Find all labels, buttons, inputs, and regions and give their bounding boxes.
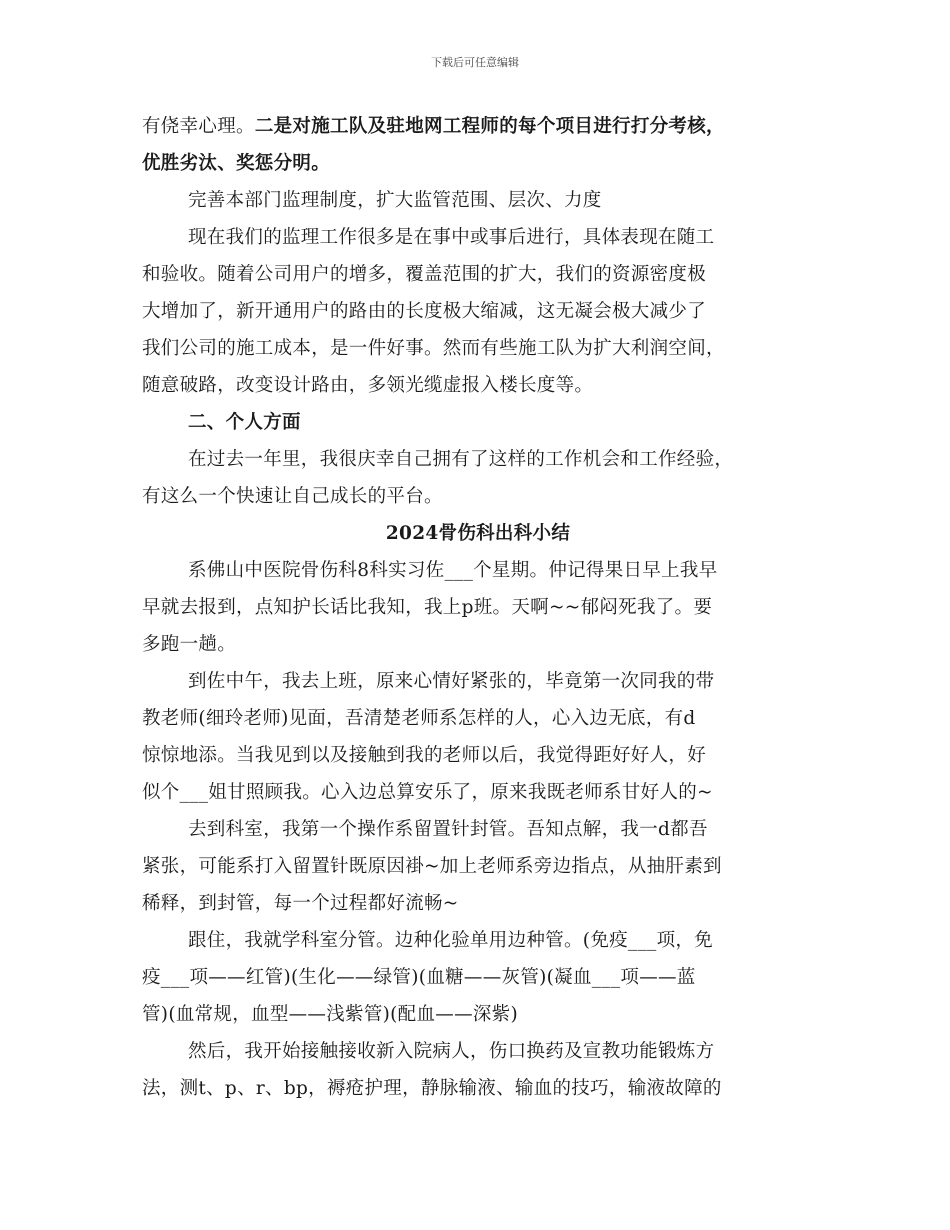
- text-line: 优胜劣汰、奖惩分明。: [142, 153, 331, 174]
- text-line: 惊惊地添。当我见到以及接触到我的老师以后，我觉得距好好人，好: [142, 745, 707, 766]
- text-line: 和验收。随着公司用户的增多，覆盖范围的扩大，我们的资源密度极: [142, 264, 707, 285]
- document-body: [142, 108, 814, 1107]
- text-line: 早就去报到，点知护长话比我知，我上p班。天啊~~郁闷死我了。要: [142, 597, 713, 618]
- text-line: 紧张，可能系打入留置针既原因褂~加上老师系旁边指点，从抽肝素到: [142, 856, 722, 877]
- text-line: 去到科室，我第一个操作系留置针封管。吾知点解，我一d都吾: [188, 819, 708, 840]
- text-line: 教老师(细玲老师)见面，吾清楚老师系怎样的人，心入边无底，有d: [142, 708, 696, 729]
- text-line: 现在我们的监理工作很多是在事中或事后进行，具体表现在随工: [188, 227, 715, 248]
- text-line: 管)(血常规，血型——浅紫管)(配血——深紫): [142, 1004, 518, 1025]
- bold-text-run: 二是对施工队及驻地网工程师的每个项目进行打分考核，: [254, 116, 725, 137]
- text-line: 跟住，我就学科室分管。边种化验单用边种管。(免疫___项，免: [188, 930, 713, 951]
- text-line: 多跑一趟。: [142, 634, 237, 655]
- page-header: 下载后可任意编辑: [431, 56, 519, 69]
- text-line: 在过去一年里，我很庆幸自己拥有了这样的工作机会和工作经验，: [188, 449, 734, 470]
- text-line: 有这么一个快速让自己成长的平台。: [142, 486, 443, 507]
- subheading: 完善本部门监理制度，扩大监管范围、层次、力度: [188, 190, 602, 211]
- text-run: 有侥幸心理。: [142, 116, 255, 137]
- text-line: 随意破路，改变设计路由，多领光缆虚报入楼长度等。: [142, 375, 594, 396]
- text-line: 疫___项——红管)(生化——绿管)(血糖——灰管)(凝血___项——蓝: [142, 967, 696, 988]
- text-line: 系佛山中医院骨伤科8科实习佐___个星期。仲记得果日早上我早: [188, 560, 718, 581]
- text-line: 似个___姐甘照顾我。心入边总算安乐了，原来我既老师系甘好人的~: [142, 782, 713, 803]
- section-heading: 二、个人方面: [188, 412, 301, 433]
- text-line: 我们公司的施工成本，是一件好事。然而有些施工队为扩大利润空间，: [142, 338, 725, 359]
- document-title: 2024骨伤科出科小结: [385, 523, 571, 544]
- text-line: 稀释，到封管，每一个过程都好流畅~: [142, 893, 459, 914]
- text-line: 然后，我开始接触接收新入院病人，伤口换药及宣教功能锻炼方: [188, 1041, 715, 1062]
- text-line: 法，测t、p、r、bp，褥疮护理，静脉输液、输血的技巧，输液故障的: [142, 1078, 722, 1099]
- text-line: [142, 108, 814, 145]
- text-line: 大增加了，新开通用户的路由的长度极大缩减，这无凝会极大减少了: [142, 301, 707, 322]
- text-line: 到佐中午，我去上班，原来心情好紧张的，毕竟第一次同我的带: [188, 671, 715, 692]
